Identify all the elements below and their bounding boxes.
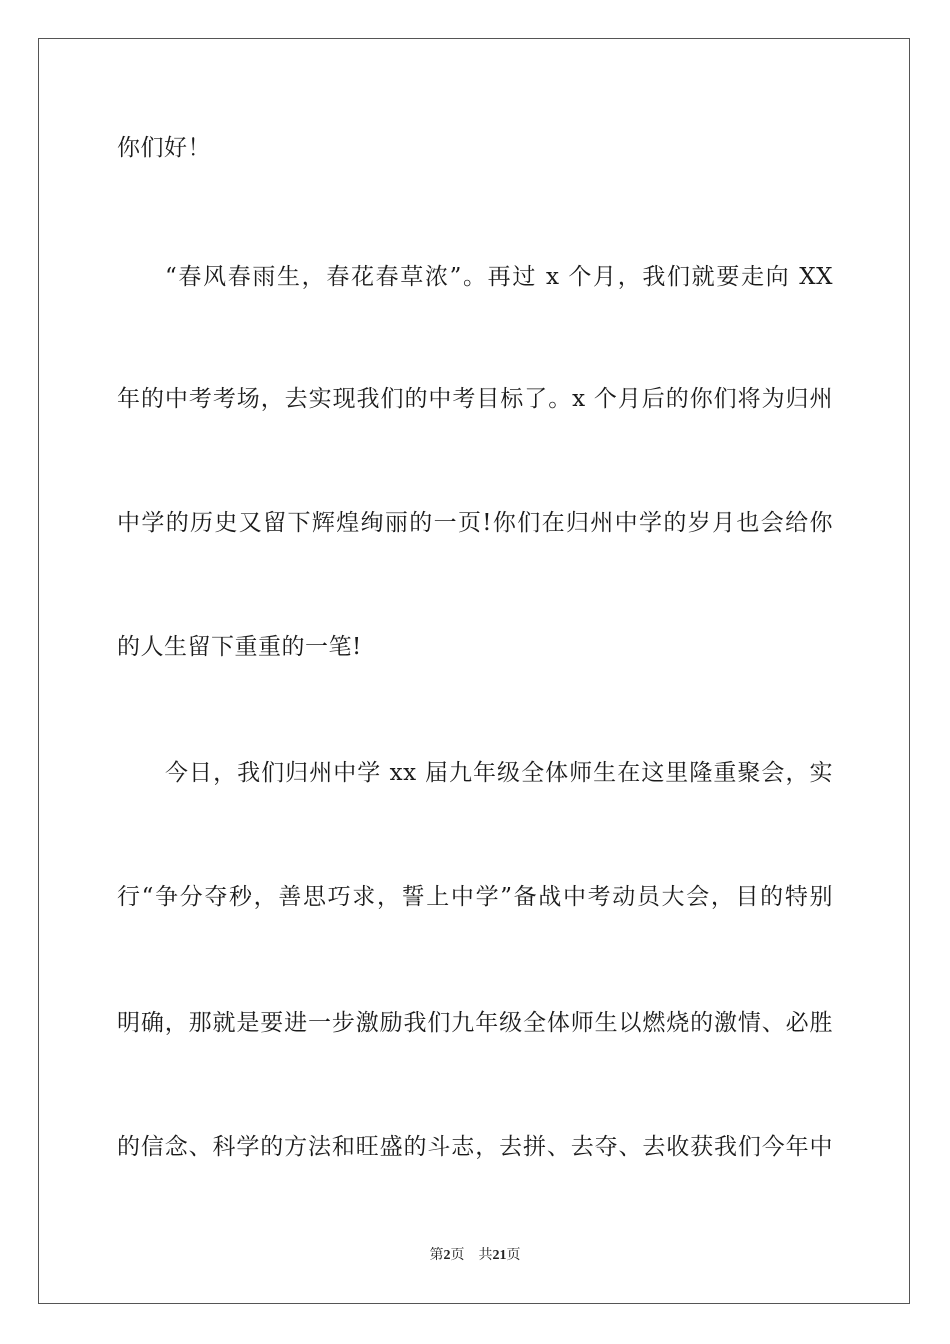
text-line: 今日，我们归州中学 xx 届九年级全体师生在这里隆重聚会，实 [165,760,833,786]
text-line: 的人生留下重重的一笔! [117,634,362,660]
total-label-suffix: 页 [506,1247,521,1263]
page-number: 2 [443,1248,451,1263]
text-line: “春风春雨生，春花春草浓”。再过 x 个月，我们就要走向 XX [165,264,833,290]
total-label-prefix: 共 [478,1247,493,1263]
page-border [38,38,910,1304]
text-line-greeting: 你们好！ [117,135,211,161]
page-label-prefix: 第 [429,1247,444,1263]
text-line: 明确，那就是要进一步激励我们九年级全体师生以燃烧的激情、必胜 [117,1010,833,1036]
text-line: 的信念、科学的方法和旺盛的斗志，去拼、去夺、去收获我们今年中 [117,1134,833,1160]
page-footer [0,1246,950,1265]
total-pages: 21 [492,1248,507,1263]
text-line: 年的中考考场，去实现我们的中考目标了。x 个月后的你们将为归州 [117,386,833,412]
page-label-suffix: 页 [450,1247,465,1263]
text-line: 中学的历史又留下辉煌绚丽的一页!你们在归州中学的岁月也会给你 [117,510,833,536]
text-line: 行“争分夺秒，善思巧求，誓上中学”备战中考动员大会，目的特别 [117,884,833,910]
